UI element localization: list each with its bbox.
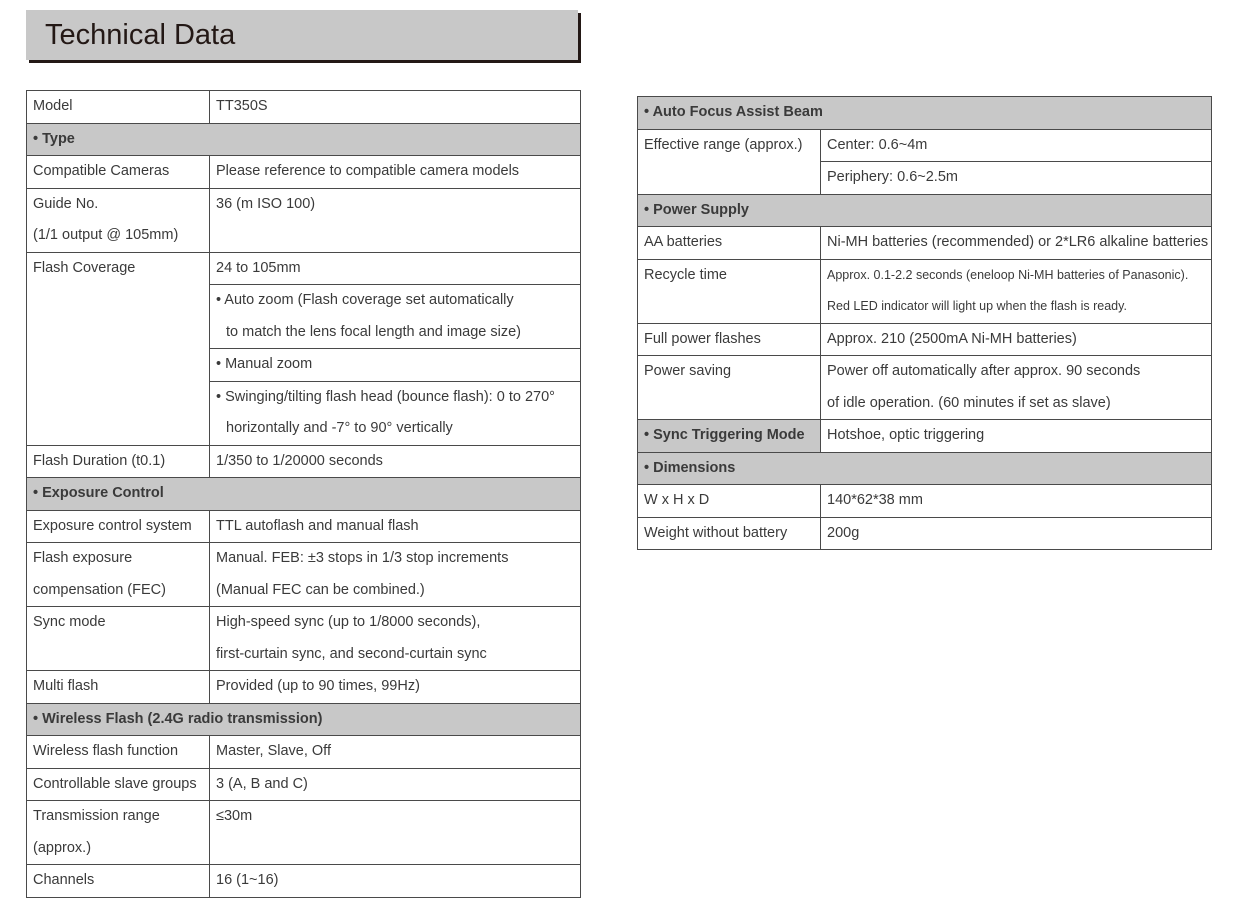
table-row [27,91,581,124]
row-label: Wireless flash function [27,736,210,769]
row-label [27,188,210,252]
table-row [27,865,581,898]
row-label: Flash Duration (t0.1) [27,445,210,478]
table-row [638,485,1212,518]
row-value: Please reference to compatible camera models [210,156,581,189]
label-line: Transmission range [33,808,160,824]
section-type: • Type [27,123,581,156]
table-row [27,736,581,769]
value-line: Manual. FEB: ±3 stops in 1/3 stop increments [216,550,509,566]
row-value: Provided (up to 90 times, 99Hz) [210,671,581,704]
row-value [821,259,1212,323]
section-dimensions: • Dimensions [638,452,1212,485]
table-row [27,510,581,543]
row-value: Hotshoe, optic triggering [821,420,1212,453]
label-line: Guide No. [33,195,99,212]
row-label: Multi flash [27,671,210,704]
row-value [210,607,581,671]
value-line: Approx. 0.1-2.2 seconds (eneloop Ni-MH batteries of Panasonic). [827,267,1189,282]
row-label: Weight without battery [638,517,821,550]
section-af-assist: • Auto Focus Assist Beam [638,97,1212,130]
row-value: Master, Slave, Off [210,736,581,769]
table-row [27,543,581,607]
row-value: 200g [821,517,1212,550]
value-line: horizontally and -7° to 90° vertically [226,420,453,436]
row-value [210,543,581,607]
row-value: 36 (m ISO 100) [210,188,581,252]
row-value [821,356,1212,420]
row-label: Compatible Cameras [27,156,210,189]
row-label: Effective range (approx.) [638,129,821,194]
label-line: compensation (FEC) [33,581,166,598]
spec-table-right [637,96,1212,550]
table-row [638,420,1212,453]
row-label: Controllable slave groups [27,768,210,801]
section-header [638,452,1212,485]
section-header [27,703,581,736]
row-value [210,285,581,349]
table-row [638,356,1212,420]
label-line: Flash exposure [33,550,133,566]
row-value: TTL autoflash and manual flash [210,510,581,543]
spec-table-left [26,90,581,898]
row-value: Periphery: 0.6~2.5m [821,162,1212,195]
row-value: Ni-MH batteries (recommended) or 2*LR6 alkaline batteries [821,227,1212,260]
row-value: ≤30m [210,801,581,865]
value-line: to match the lens focal length and image size) [226,323,521,340]
row-label: W x H x D [638,485,821,518]
row-value [210,381,581,445]
value-line: (Manual FEC can be combined.) [216,581,425,598]
section-header [638,97,1212,130]
row-label: Channels [27,865,210,898]
row-value: Center: 0.6~4m [821,129,1212,162]
row-label: Power saving [638,356,821,420]
value-line: first-curtain sync, and second-curtain sync [216,645,487,662]
table-row [638,227,1212,260]
table-row [638,259,1212,323]
value-line: High-speed sync (up to 1/8000 seconds), [216,614,481,630]
table-row [27,671,581,704]
value-line: of idle operation. (60 minutes if set as slave) [827,394,1111,411]
row-value: 140*62*38 mm [821,485,1212,518]
table-row [638,129,1212,162]
page-title: Technical Data [45,19,236,51]
table-row [27,156,581,189]
section-wireless: • Wireless Flash (2.4G radio transmission) [27,703,581,736]
row-label [27,543,210,607]
row-value: 1/350 to 1/20000 seconds [210,445,581,478]
value-line: • Swinging/tilting flash head (bounce flash): 0 to 270° [216,388,555,405]
row-label: Model [27,91,210,124]
section-header [27,123,581,156]
row-label: Sync mode [27,607,210,671]
value-line: Red LED indicator will light up when the flash is ready. [827,299,1127,313]
row-label: Full power flashes [638,323,821,356]
row-value: Approx. 210 (2500mA Ni-MH batteries) [821,323,1212,356]
row-value: TT350S [210,91,581,124]
value-line: • Auto zoom (Flash coverage set automatically [216,292,514,308]
section-exposure: • Exposure Control [27,478,581,511]
label-line: (approx.) [33,839,92,856]
row-label: Exposure control system [27,510,210,543]
section-power-supply: • Power Supply [638,194,1212,227]
row-label: AA batteries [638,227,821,260]
row-label: Flash Coverage [27,252,210,445]
table-row [638,323,1212,356]
table-row [27,607,581,671]
row-value: 24 to 105mm [210,252,581,285]
table-row [27,252,581,285]
section-sync-triggering: • Sync Triggering Mode [638,420,821,453]
table-row [638,517,1212,550]
row-value: 3 (A, B and C) [210,768,581,801]
table-row [27,801,581,865]
table-row [27,188,581,252]
row-label: Recycle time [638,259,821,323]
table-row [27,445,581,478]
label-line: (1/1 output @ 105mm) [33,227,179,243]
value-line: Power off automatically after approx. 90 seconds [827,363,1141,379]
row-value: • Manual zoom [210,349,581,382]
page-title-bar [26,10,578,60]
section-header [27,478,581,511]
row-value: 16 (1~16) [210,865,581,898]
section-header [638,194,1212,227]
row-label [27,801,210,865]
table-row [27,768,581,801]
